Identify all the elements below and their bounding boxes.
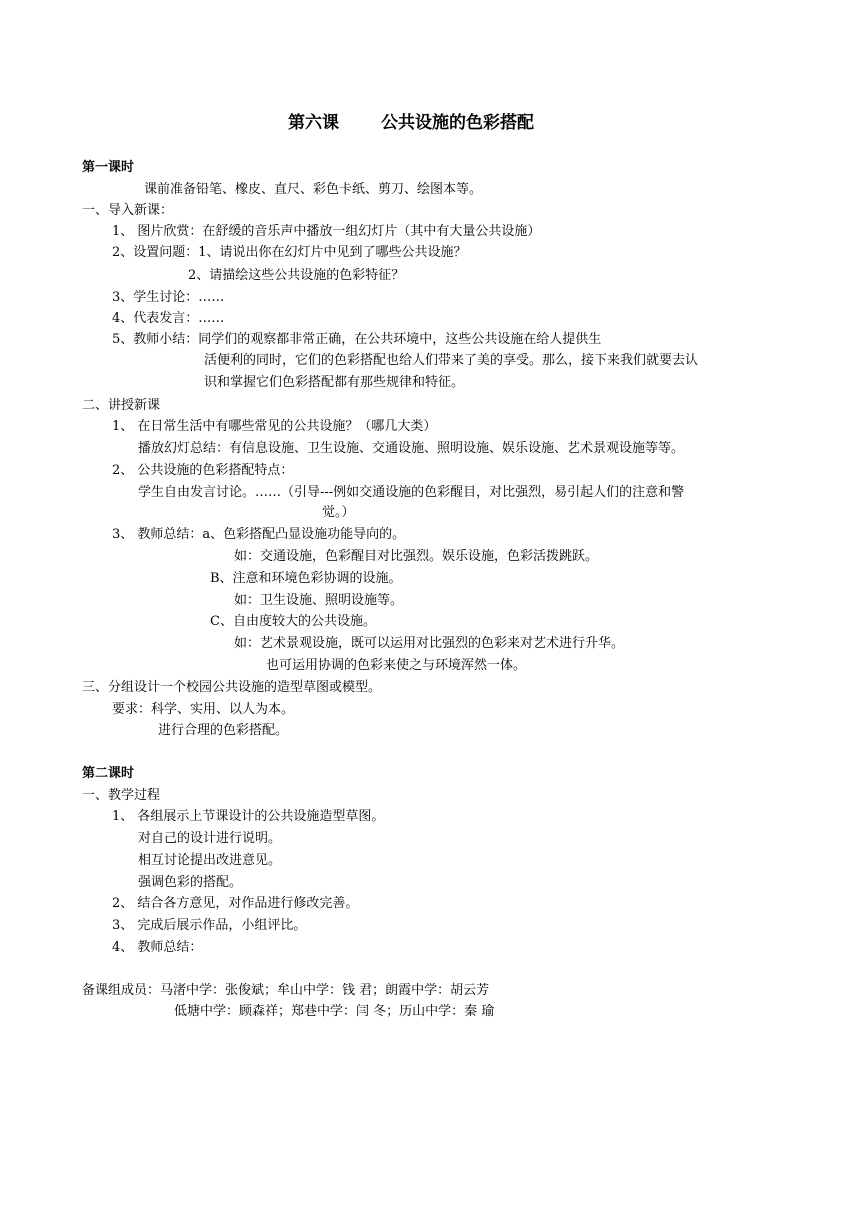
section-heading: 三、分组设计一个校园公共设施的造型草图或模型。 (82, 680, 382, 695)
list-item-cont: 识和掌握它们色彩搭配都有那些规律和特征。 (204, 375, 465, 390)
list-item-cont: 对自己的设计进行说明。 (138, 831, 282, 846)
list-item-cont: 也可运用协调的色彩来使之与环境浑然一体。 (266, 658, 527, 673)
list-item-cont: 活便利的同时，它们的色彩搭配也给人们带来了美的享受。那么，接下来我们就要去认 (204, 353, 699, 368)
list-item: 2、 结合各方意见，对作品进行修改完善。 (112, 896, 359, 911)
list-item: 4、代表发言：…… (112, 311, 225, 326)
list-item: 1、 图片欣赏：在舒缓的音乐声中播放一组幻灯片（其中有大量公共设施） (112, 224, 541, 239)
list-item-cont: 强调色彩的搭配。 (138, 875, 243, 890)
list-item-cont: 觉。） (322, 505, 355, 520)
prep-line: 课前准备铅笔、橡皮、直尺、彩色卡纸、剪刀、绘图本等。 (144, 182, 483, 197)
list-item-cont: 如：艺术景观设施，既可以运用对比强烈的色彩来对艺术进行升华。 (234, 636, 625, 651)
list-item-cont: C、自由度较大的公共设施。 (210, 614, 376, 629)
lesson-topic: 公共设施的色彩搭配 (381, 113, 534, 133)
lesson2-heading: 第二课时 (82, 766, 135, 781)
list-item: 要求：科学、实用、以人为本。 (112, 702, 295, 717)
list-item-cont: 学生自由发言讨论。……（引导---例如交通设施的色彩醒目，对比强烈，易引起人们的注意和警 (138, 485, 685, 500)
list-item: 2、 公共设施的色彩搭配特点： (112, 463, 294, 478)
list-item-cont: 相互讨论提出改进意见。 (138, 853, 282, 868)
list-item: 5、教师小结：同学们的观察都非常正确，在公共环境中，这些公共设施在给人提供生 (112, 332, 602, 347)
list-item: 3、 完成后展示作品，小组评比。 (112, 918, 307, 933)
list-item-cont: 如：卫生设施、照明设施等。 (234, 593, 404, 608)
list-item: 1、 在日常生活中有哪些常见的公共设施？（哪几大类） (112, 419, 437, 434)
members-line: 低塘中学：顾森祥；郑巷中学：闫 冬；历山中学：秦 瑜 (174, 1004, 495, 1019)
lesson1-heading: 第一课时 (82, 160, 135, 175)
list-item-cont: 播放幻灯总结：有信息设施、卫生设施、交通设施、照明设施、娱乐设施、艺术景观设施等等。 (138, 441, 685, 456)
list-item-cont: 如：交通设施，色彩醒目对比强烈。娱乐设施，色彩活拨跳跃。 (234, 549, 599, 564)
list-item: 1、 各组展示上节课设计的公共设施造型草图。 (112, 809, 385, 824)
list-item: 3、学生讨论：…… (112, 290, 225, 305)
list-item: 3、 教师总结：a、色彩搭配凸显设施功能导向的。 (112, 527, 406, 542)
members-line: 备课组成员：马渚中学：张俊斌；牟山中学：钱 君；朗霞中学：胡云芳 (82, 983, 490, 998)
list-item: 2、设置问题：1、请说出你在幻灯片中见到了哪些公共设施？ (112, 245, 467, 260)
section-heading: 一、导入新课： (82, 203, 174, 218)
section-heading: 二、讲授新课 (82, 398, 161, 413)
lesson-number: 第六课 (288, 113, 339, 133)
page-title (288, 112, 534, 134)
list-item-cont: 2、请描绘这些公共设施的色彩特征？ (188, 268, 405, 283)
section-heading: 一、教学过程 (82, 788, 161, 803)
list-item-cont: 进行合理的色彩搭配。 (158, 723, 289, 738)
list-item-cont: B、注意和环境色彩协调的设施。 (210, 571, 402, 586)
list-item: 4、 教师总结： (112, 940, 203, 955)
